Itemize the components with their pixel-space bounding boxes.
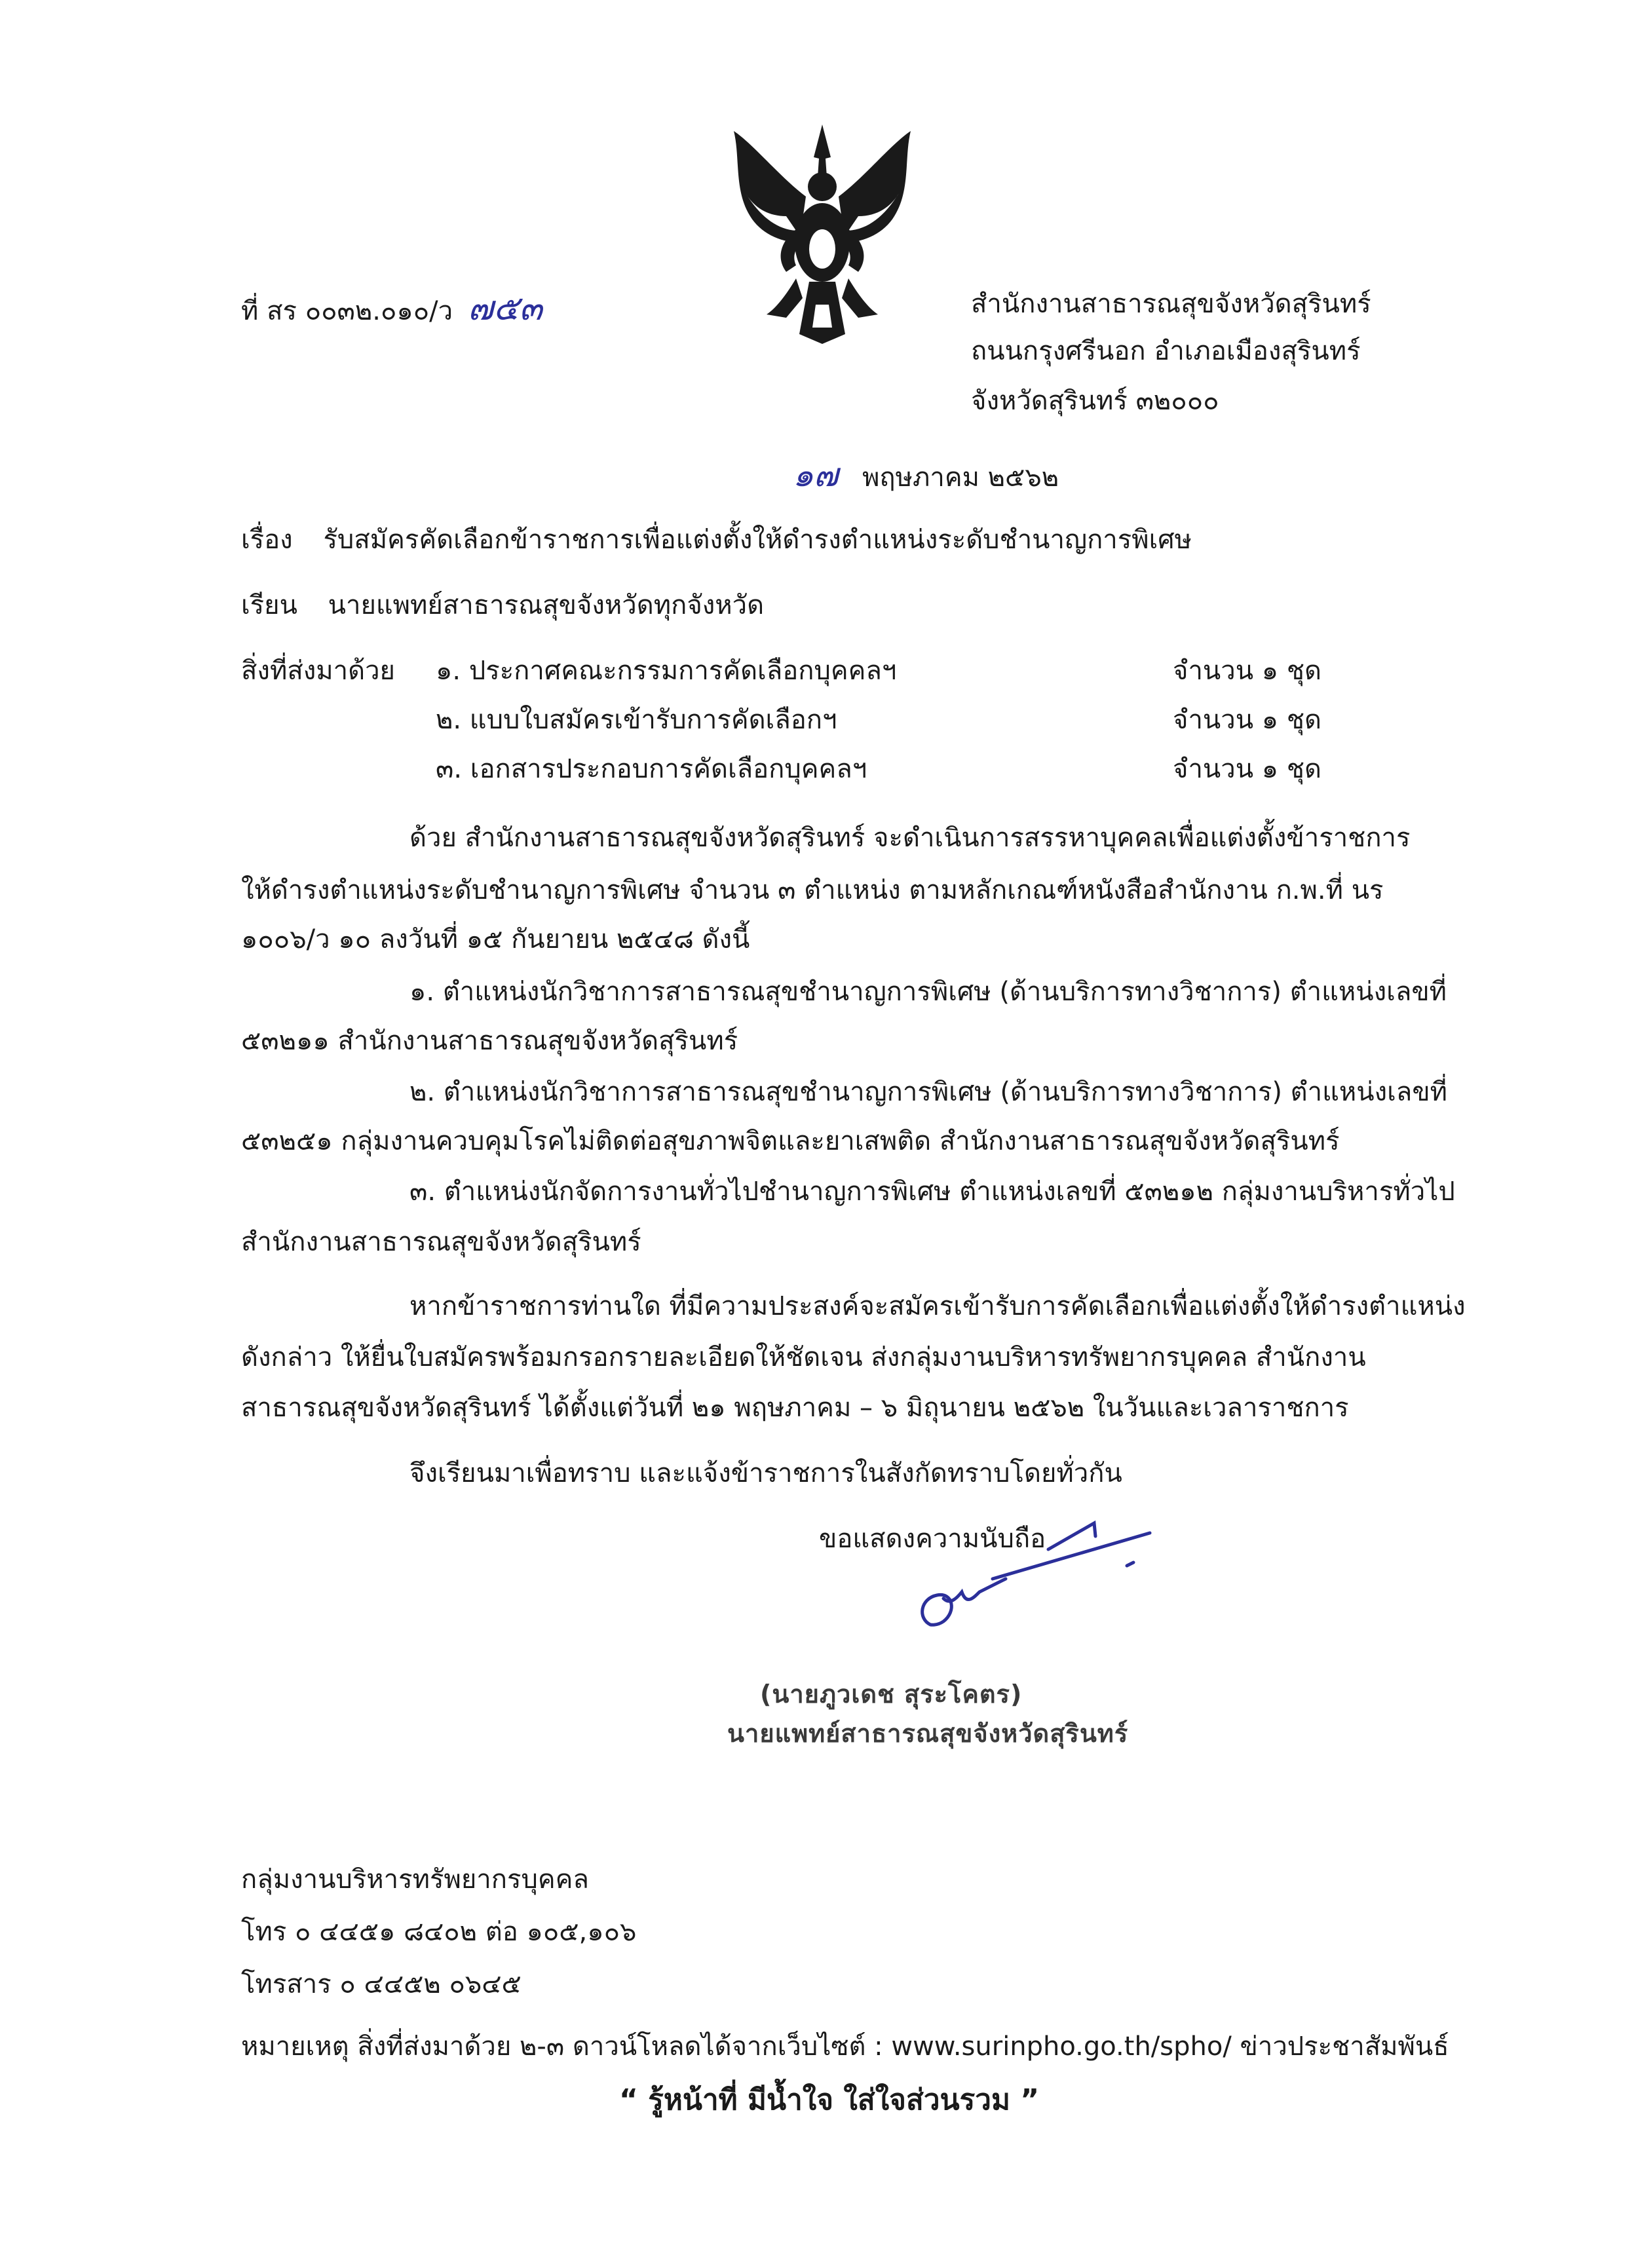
footer-note: หมายเหตุ สิ่งที่ส่งมาด้วย ๒-๓ ดาวน์โหลดได้จากเว็บไซต์ : www.surinpho.go.th/spho/ ข่าวประชาสัมพันธ์ [241, 2032, 1449, 2062]
position-1-line-1: ๑. ตำแหน่งนักวิชาการสาธารณสุขชำนาญการพิเศษ (ด้านบริการทางวิชาการ) ตำแหน่งเลขที่ [409, 977, 1447, 1007]
office-address-line-2: ถนนกรุงศรีนอก อำเภอเมืองสุรินทร์ [971, 336, 1361, 366]
date-month-year: พฤษภาคม ๒๕๖๒ [862, 463, 1059, 493]
position-1-line-2: ๕๓๒๑๑ สำนักงานสาธารณสุขจังหวัดสุรินทร์ [241, 1026, 738, 1056]
subject-line [241, 524, 1192, 556]
position-3-line-2: สำนักงานสาธารณสุขจังหวัดสุรินทร์ [241, 1227, 641, 1257]
reference-number [241, 288, 542, 329]
handwritten-signature-icon [891, 1500, 1166, 1657]
position-2-line-2: ๕๓๒๕๑ กลุ่มงานควบคุมโรคไม่ติดต่อสุขภาพจิตและยาเสพติด สำนักงานสาธารณสุขจังหวัดสุรินทร์ [241, 1126, 1340, 1156]
enclosure-item-3: ๓. เอกสารประกอบการคัดเลือกบุคคลฯ [436, 754, 867, 784]
enclosure-qty-3: จำนวน ๑ ชุด [1173, 754, 1321, 784]
position-3-line-1: ๓. ตำแหน่งนักจัดการงานทั่วไปชำนาญการพิเศษ ตำแหน่งเลขที่ ๕๓๒๑๒ กลุ่มงานบริหารทั่วไป [409, 1177, 1455, 1207]
body-paragraph-2-line-1: หากข้าราชการท่านใด ที่มีความประสงค์จะสมัครเข้ารับการคัดเลือกเพื่อแต่งตั้งให้ดำรงตำแหน่ง [409, 1291, 1466, 1321]
office-address-line-3: จังหวัดสุรินทร์ ๓๒๐๐๐ [971, 386, 1219, 416]
motto: “ รู้หน้าที่ มีน้ำใจ ใส่ใจส่วนรวม ” [619, 2083, 1040, 2117]
recipient-line [241, 590, 764, 621]
signatory-name: (นายภูวเดช สุระโคตร) [760, 1680, 1023, 1709]
garuda-emblem-icon [714, 118, 930, 350]
office-address-line-1: สำนักงานสาธารณสุขจังหวัดสุรินทร์ [971, 289, 1371, 319]
enclosures-label: สิ่งที่ส่งมาด้วย [241, 656, 395, 686]
position-2-line-1: ๒. ตำแหน่งนักวิชาการสาธารณสุขชำนาญการพิเศษ (ด้านบริการทางวิชาการ) ตำแหน่งเลขที่ [409, 1077, 1448, 1107]
enclosure-qty-1: จำนวน ๑ ชุด [1173, 656, 1321, 686]
recipient-text: นายแพทย์สาธารณสุขจังหวัดทุกจังหวัด [328, 590, 765, 620]
recipient-label: เรียน [241, 590, 297, 620]
reference-handwritten: ๗๕๓ [467, 289, 542, 328]
body-paragraph-2-line-3: สาธารณสุขจังหวัดสุรินทร์ ได้ตั้งแต่วันที่ ๒๑ พฤษภาคม – ๖ มิถุนายน ๒๕๖๒ ในวันและเวลาราชการ [241, 1393, 1349, 1423]
body-paragraph-3: จึงเรียนมาเพื่อทราบ และแจ้งข้าราชการในสังกัดทราบโดยทั่วกัน [409, 1458, 1122, 1488]
body-paragraph-1-line-1: ด้วย สำนักงานสาธารณสุขจังหวัดสุรินทร์ จะดำเนินการสรรหาบุคคลเพื่อแต่งตั้งข้าราชการ [409, 823, 1411, 853]
body-paragraph-1-line-3: ๑๐๐๖/ว ๑๐ ลงวันที่ ๑๕ กันยายน ๒๕๔๘ ดังนี้ [241, 924, 750, 954]
enclosure-item-1: ๑. ประกาศคณะกรรมการคัดเลือกบุคคลฯ [436, 656, 897, 686]
signatory-title: นายแพทย์สาธารณสุขจังหวัดสุรินทร์ [727, 1719, 1129, 1748]
enclosure-qty-2: จำนวน ๑ ชุด [1173, 705, 1321, 735]
closing-text: ขอแสดงความนับถือ [819, 1524, 1046, 1554]
contact-phone: โทร ๐ ๔๔๕๑ ๘๔๐๒ ต่อ ๑๐๕,๑๐๖ [241, 1917, 637, 1947]
body-paragraph-1-line-2: ให้ดำรงตำแหน่งระดับชำนาญการพิเศษ จำนวน ๓ ตำแหน่ง ตามหลักเกณฑ์หนังสือสำนักงาน ก.พ.ที่ นร [241, 875, 1384, 905]
contact-department: กลุ่มงานบริหารทรัพยากรบุคคล [241, 1864, 589, 1895]
subject-text: รับสมัครคัดเลือกข้าราชการเพื่อแต่งตั้งให้ดำรงตำแหน่งระดับชำนาญการพิเศษ [323, 525, 1192, 555]
date-day-handwritten: ๑๗ [793, 456, 839, 494]
reference-label: ที่ สร ๐๐๓๒.๐๑๐/ว [241, 296, 453, 326]
contact-fax: โทรสาร ๐ ๔๔๕๒ ๐๖๔๕ [241, 1969, 522, 1999]
body-paragraph-2-line-2: ดังกล่าว ให้ยื่นใบสมัครพร้อมกรอกรายละเอียดให้ชัดเจน ส่งกลุ่มงานบริหารทรัพยากรบุคคล สำนักงาน [241, 1342, 1366, 1372]
enclosure-item-2: ๒. แบบใบสมัครเข้ารับการคัดเลือกฯ [436, 705, 837, 735]
subject-label: เรื่อง [241, 525, 293, 555]
letter-date [793, 455, 1059, 495]
